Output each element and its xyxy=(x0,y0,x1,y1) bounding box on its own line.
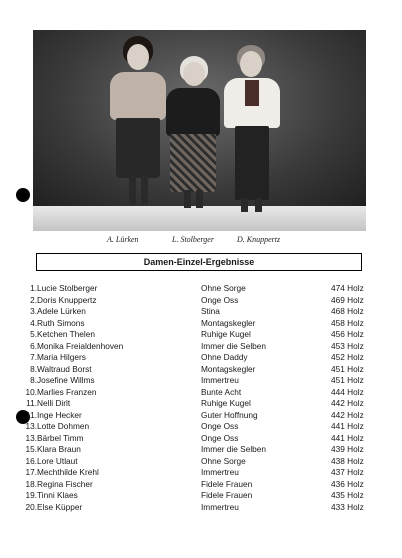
result-score: 442 Holz xyxy=(331,409,364,420)
caption-middle: L. Stolberger xyxy=(172,235,214,244)
result-name: Mechthilde Krehl xyxy=(37,467,99,477)
result-name: Doris Knuppertz xyxy=(37,294,97,305)
result-row xyxy=(0,410,402,422)
result-name: Ketchen Thelen xyxy=(37,329,95,339)
result-name: Waltraud Borst xyxy=(37,363,92,374)
result-row xyxy=(0,295,402,307)
result-rank: 16. xyxy=(25,455,37,466)
result-club: Onge Oss xyxy=(201,432,239,443)
result-name: Monika Freialdenhoven xyxy=(37,340,124,351)
result-rank: 1. xyxy=(30,283,37,293)
result-row xyxy=(0,364,402,376)
result-rank: 13. xyxy=(25,432,37,443)
result-row xyxy=(0,456,402,468)
result-score: 433 Holz xyxy=(331,501,364,512)
result-row xyxy=(0,398,402,410)
result-club: Immer die Selben xyxy=(201,444,267,454)
result-name: Adele Lürken xyxy=(37,306,86,316)
result-row xyxy=(0,352,402,364)
result-name: Nelli Dirlt xyxy=(37,398,71,408)
result-name: Maria Hilgers xyxy=(37,352,86,362)
result-rank: 3. xyxy=(30,306,37,316)
result-row xyxy=(0,318,402,330)
result-club: Montagskegler xyxy=(201,317,256,328)
result-score: 442 Holz xyxy=(331,398,364,408)
result-row xyxy=(0,341,402,353)
result-name: Lucie Stolberger xyxy=(37,283,98,293)
result-name: Bärbel Timm xyxy=(37,432,84,443)
result-score: 444 Holz xyxy=(331,386,364,397)
result-club: Ruhige Kugel xyxy=(201,398,251,408)
result-score: 451 Holz xyxy=(331,363,364,374)
result-name: Else Küpper xyxy=(37,501,83,512)
result-row xyxy=(0,433,402,445)
result-rank: 13. xyxy=(25,421,37,431)
result-club: Ruhige Kugel xyxy=(201,329,251,339)
result-score: 441 Holz xyxy=(331,432,364,443)
result-rank: 18. xyxy=(25,478,37,489)
result-row xyxy=(0,502,402,514)
result-score: 452 Holz xyxy=(331,352,364,362)
result-club: Fidele Frauen xyxy=(201,478,253,489)
result-rank: 2. xyxy=(30,294,37,305)
result-rank: 15. xyxy=(25,444,37,454)
result-row xyxy=(0,283,402,295)
results-list xyxy=(0,283,402,513)
result-score: 435 Holz xyxy=(331,490,364,500)
result-name: Ruth Simons xyxy=(37,317,85,328)
result-club: Immertreu xyxy=(201,467,239,477)
result-rank: 17. xyxy=(25,467,37,477)
result-row xyxy=(0,329,402,341)
result-rank: 19. xyxy=(25,490,37,500)
result-score: 474 Holz xyxy=(331,283,364,293)
team-photo xyxy=(33,30,366,231)
result-club: Montagskegler xyxy=(201,363,256,374)
result-name: Marlies Franzen xyxy=(37,386,97,397)
result-row xyxy=(0,421,402,433)
result-rank: 6. xyxy=(30,340,37,351)
result-club: Ohne Sorge xyxy=(201,455,246,466)
photo-captions xyxy=(0,235,402,249)
result-name: Lore Utlaut xyxy=(37,455,78,466)
result-club: Onge Oss xyxy=(201,294,239,305)
caption-left: A. Lürken xyxy=(107,235,139,244)
result-rank: 5. xyxy=(30,329,37,339)
section-title: Damen-Einzel-Ergebnisse xyxy=(36,253,362,271)
result-row xyxy=(0,467,402,479)
person-right xyxy=(221,30,283,231)
result-rank: 8. xyxy=(30,363,37,374)
result-score: 453 Holz xyxy=(331,340,364,351)
result-name: Regina Fischer xyxy=(37,478,93,489)
result-club: Immer die Selben xyxy=(201,340,267,351)
result-club: Fidele Frauen xyxy=(201,490,253,500)
result-row xyxy=(0,387,402,399)
result-club: Stina xyxy=(201,306,220,316)
result-score: 468 Holz xyxy=(331,306,364,316)
result-row xyxy=(0,479,402,491)
result-rank: 20. xyxy=(25,501,37,512)
result-score: 469 Holz xyxy=(331,294,364,305)
result-club: Ohne Sorge xyxy=(201,283,246,293)
result-row xyxy=(0,306,402,318)
result-club: Bunte Acht xyxy=(201,386,242,397)
result-rank: 11. xyxy=(26,398,37,408)
result-rank: 4. xyxy=(30,317,37,328)
result-name: Josefine Willms xyxy=(37,375,95,385)
result-rank: 11. xyxy=(26,409,37,420)
result-row xyxy=(0,375,402,387)
result-score: 439 Holz xyxy=(331,444,364,454)
result-name: Tinni Klaes xyxy=(37,490,78,500)
result-name: Klara Braun xyxy=(37,444,81,454)
result-row xyxy=(0,444,402,456)
result-club: Ohne Daddy xyxy=(201,352,248,362)
result-score: 441 Holz xyxy=(331,421,364,431)
result-name: Lotte Dohmen xyxy=(37,421,90,431)
result-club: Immertreu xyxy=(201,501,239,512)
result-rank: 10. xyxy=(25,386,37,397)
result-name: Inge Hecker xyxy=(37,409,82,420)
result-score: 436 Holz xyxy=(331,478,364,489)
result-club: Immertreu xyxy=(201,375,239,385)
result-score: 438 Holz xyxy=(331,455,364,466)
result-score: 451 Holz xyxy=(331,375,364,385)
caption-right: D. Knuppertz xyxy=(237,235,281,244)
result-club: Onge Oss xyxy=(201,421,239,431)
result-score: 456 Holz xyxy=(331,329,364,339)
result-row xyxy=(0,490,402,502)
result-score: 458 Holz xyxy=(331,317,364,328)
result-rank: 7. xyxy=(30,352,37,362)
result-club: Guter Hoffnung xyxy=(201,409,258,420)
result-score: 437 Holz xyxy=(331,467,364,477)
punch-hole-top xyxy=(16,188,30,202)
result-rank: 8. xyxy=(30,375,37,385)
person-left xyxy=(107,30,167,231)
person-middle xyxy=(162,30,224,231)
